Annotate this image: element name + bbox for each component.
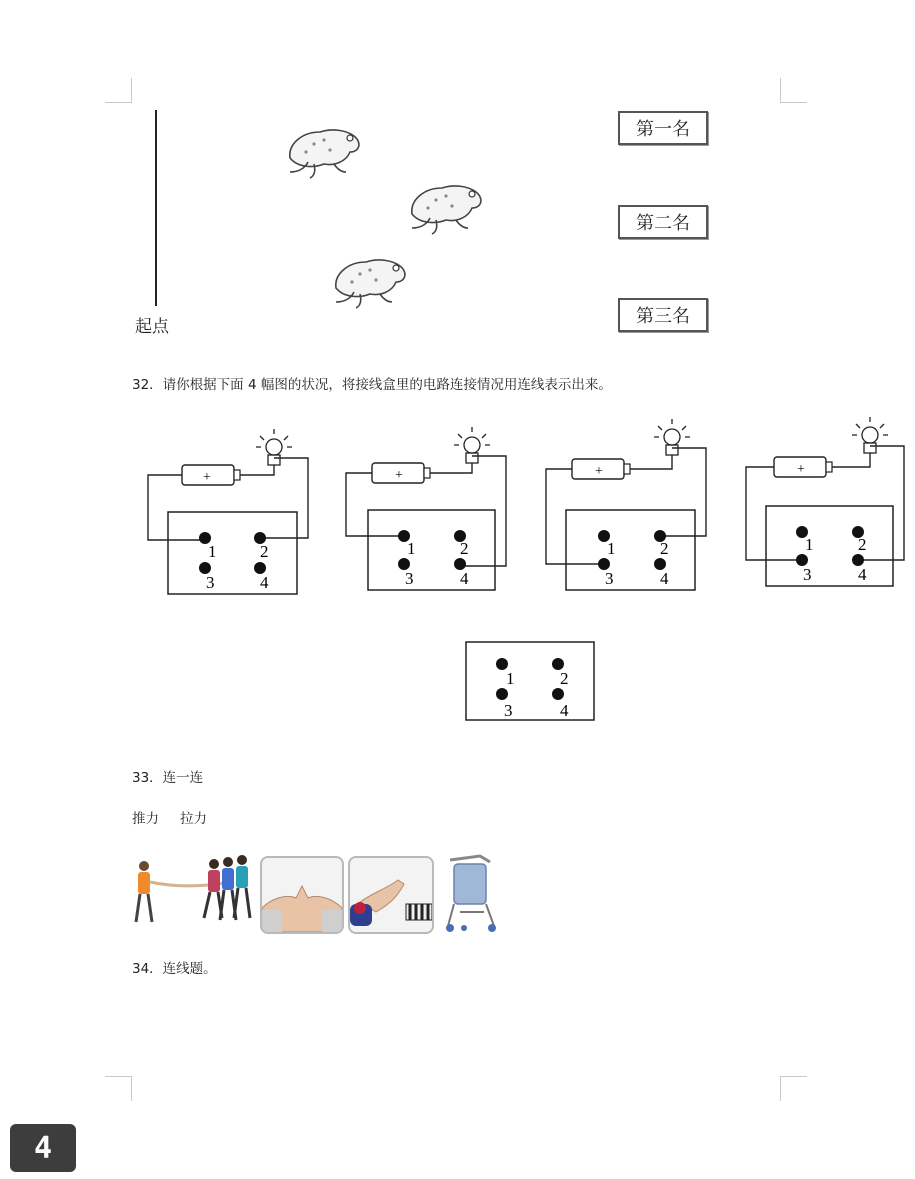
question-34-title: 34．连线题。 <box>132 961 217 977</box>
svg-text:3: 3 <box>605 569 614 588</box>
svg-text:3: 3 <box>405 569 414 588</box>
battery-plus-sign: + <box>595 464 603 479</box>
circuit-diagram-1 <box>140 420 315 600</box>
crop-mark-bottom-right <box>780 1076 807 1101</box>
light-bulb-icon <box>852 417 888 453</box>
svg-text:1: 1 <box>506 669 515 688</box>
svg-text:4: 4 <box>560 701 569 720</box>
svg-text:2: 2 <box>260 542 269 561</box>
answer-junction-box[interactable] <box>464 640 598 724</box>
svg-text:4: 4 <box>260 573 269 592</box>
svg-text:2: 2 <box>660 539 669 558</box>
light-bulb-icon <box>654 419 690 455</box>
svg-text:1: 1 <box>208 542 217 561</box>
option-push-label: 推力 <box>132 811 159 827</box>
battery-plus-sign: + <box>203 470 211 485</box>
circuit-diagram-4 <box>736 412 911 592</box>
svg-text:3: 3 <box>504 701 513 720</box>
place-third-box: 第三名 <box>618 298 708 332</box>
svg-text:4: 4 <box>660 569 669 588</box>
svg-text:4: 4 <box>460 569 469 588</box>
frog-figure-3 <box>330 252 410 310</box>
crop-mark-top-right <box>780 78 807 103</box>
push-hands-image <box>260 856 344 934</box>
battery-plus-sign: + <box>395 468 403 483</box>
battery-icon <box>182 465 240 485</box>
light-bulb-icon <box>256 429 292 465</box>
place-first-box: 第一名 <box>618 111 708 145</box>
circuit-diagram-2 <box>338 418 513 598</box>
battery-plus-sign: + <box>797 462 805 477</box>
svg-text:2: 2 <box>560 669 569 688</box>
svg-text:3: 3 <box>206 573 215 592</box>
frog-figure-2 <box>406 178 486 236</box>
battery-icon <box>774 457 832 477</box>
page-number-badge: 4 <box>10 1124 76 1172</box>
pull-hands-image <box>348 856 434 934</box>
svg-text:4: 4 <box>858 565 867 584</box>
battery-icon <box>372 463 430 483</box>
battery-icon <box>572 459 630 479</box>
crop-mark-bottom-left <box>105 1076 132 1101</box>
svg-text:1: 1 <box>805 535 814 554</box>
stroller-image <box>440 852 502 934</box>
tug-of-war-image <box>128 852 258 932</box>
svg-text:2: 2 <box>460 539 469 558</box>
crop-mark-top-left <box>105 78 132 103</box>
question-32-text: 32．请你根据下面 4 幅图的状况，将接线盒里的电路连接情况用连线表示出来。 <box>132 377 612 393</box>
start-line <box>155 110 157 306</box>
svg-text:1: 1 <box>407 539 416 558</box>
option-pull-label: 拉力 <box>180 811 207 827</box>
svg-text:2: 2 <box>858 535 867 554</box>
light-bulb-icon <box>454 427 490 463</box>
svg-text:3: 3 <box>803 565 812 584</box>
svg-text:1: 1 <box>607 539 616 558</box>
circuit-diagram-3 <box>538 414 713 594</box>
start-label: 起点 <box>135 317 169 337</box>
place-second-box: 第二名 <box>618 205 708 239</box>
frog-figure-1 <box>284 122 364 180</box>
question-33-title: 33．连一连 <box>132 770 204 786</box>
